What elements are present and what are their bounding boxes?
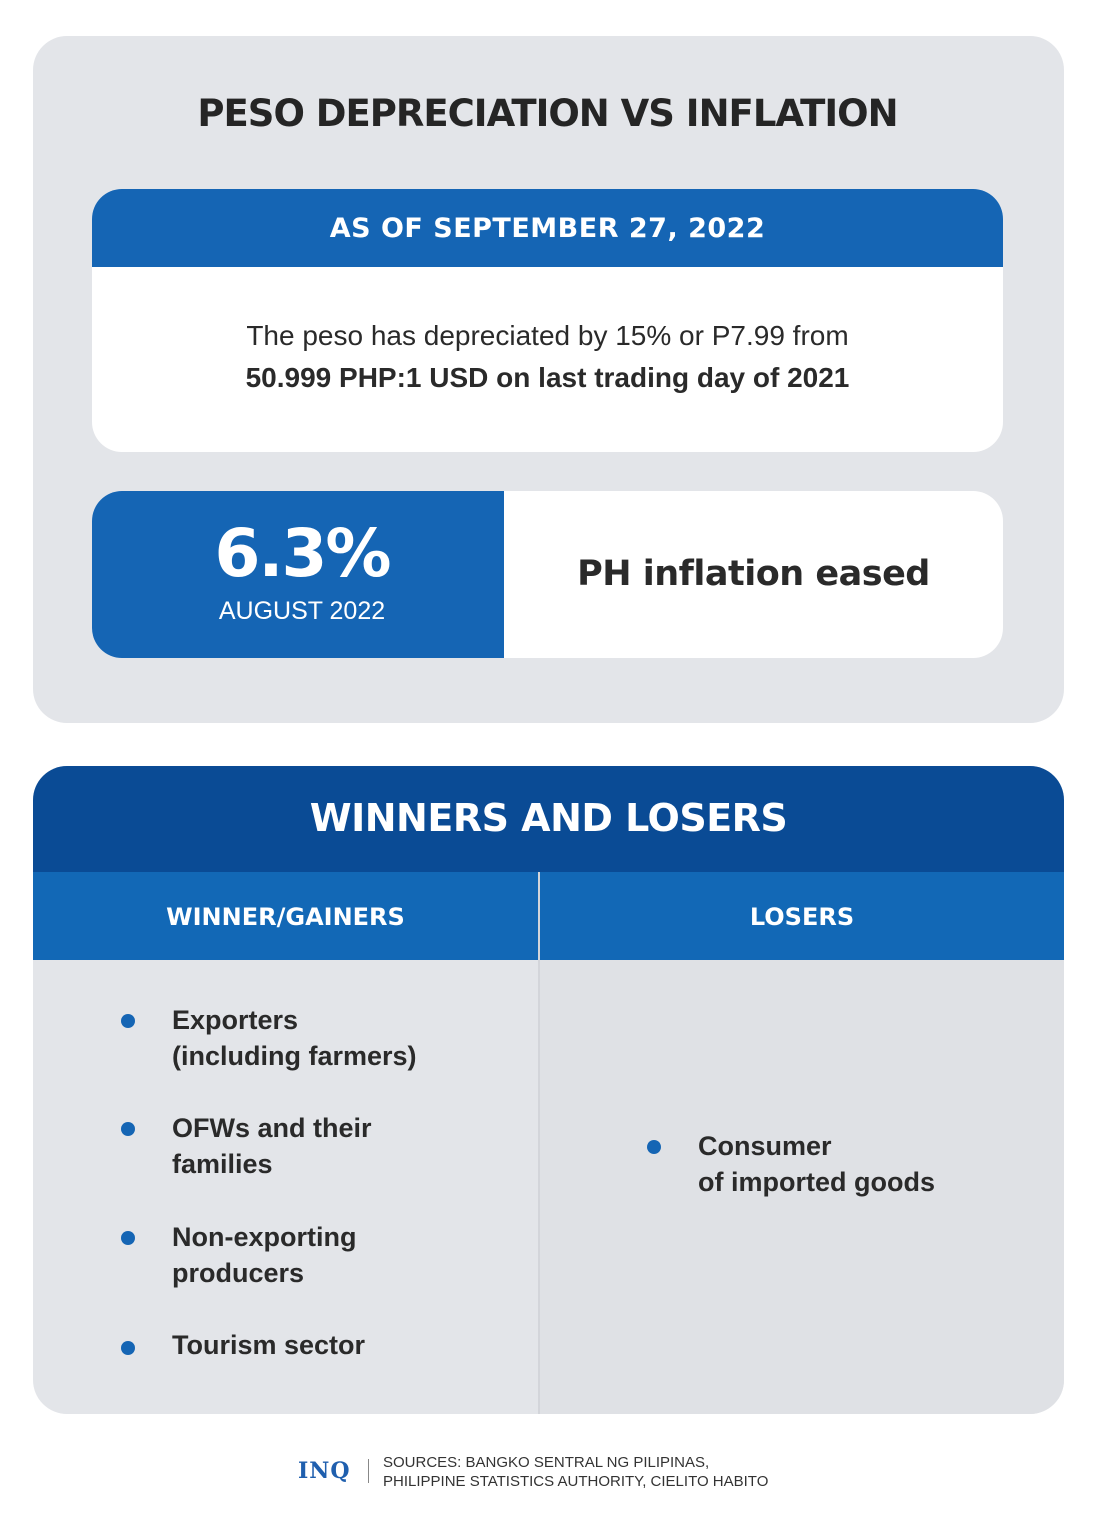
winner-item-line: families (172, 1149, 273, 1179)
winner-item-line: Non-exporting (172, 1222, 357, 1252)
bullet-dot-icon (121, 1231, 135, 1245)
winner-item (172, 1110, 372, 1182)
winner-item (172, 1327, 365, 1363)
footer-divider (368, 1459, 369, 1483)
winners-losers-card (33, 766, 1064, 1414)
loser-item-line: Consumer (698, 1131, 832, 1161)
bullet-dot-icon (647, 1140, 661, 1154)
bullet-dot-icon (121, 1341, 135, 1355)
winner-item-line: Tourism sector (172, 1330, 366, 1360)
depreciation-text: The peso has depreciated by 15% or P7.99 from (246, 320, 849, 351)
bullet-dot-icon (121, 1014, 135, 1028)
inflation-date: AUGUST 2022 (218, 597, 386, 625)
inflation-value-block (92, 491, 504, 658)
page-title: PESO DEPRECIATION VS INFLATION (197, 92, 898, 135)
as-of-header: AS OF SEPTEMBER 27, 2022 (92, 189, 1003, 267)
sources-line: PHILIPPINE STATISTICS AUTHORITY, CIELITO HABITO (383, 1473, 769, 1490)
sources-line: SOURCES: BANGKO SENTRAL NG PILIPINAS, (383, 1454, 710, 1471)
loser-item (698, 1128, 935, 1200)
bullet-dot-icon (121, 1122, 135, 1136)
inflation-value: 6.3% (214, 515, 390, 592)
as-of-body (92, 267, 1003, 399)
winner-item-line: producers (172, 1258, 305, 1288)
winners-losers-title: WINNERS AND LOSERS (33, 766, 1064, 872)
winner-item (172, 1002, 417, 1074)
footer-sources (383, 1453, 768, 1491)
column-divider (538, 872, 540, 1414)
loser-item-line: of imported goods (698, 1167, 935, 1197)
winner-item-line: Exporters (172, 1005, 299, 1035)
losers-column-header: LOSERS (540, 872, 1064, 960)
inquirer-logo: INQ (298, 1458, 351, 1484)
winner-item (172, 1219, 356, 1291)
inflation-label: PH inflation eased (577, 554, 930, 594)
as-of-panel (92, 189, 1003, 452)
winners-column-header: WINNER/GAINERS (33, 872, 538, 960)
winner-item-line: OFWs and their (172, 1113, 372, 1143)
inflation-panel (92, 491, 1003, 658)
winner-item-line: (including farmers) (172, 1041, 417, 1071)
exchange-rate-text: 50.999 PHP:1 USD on last trading day of 2021 (245, 362, 850, 393)
